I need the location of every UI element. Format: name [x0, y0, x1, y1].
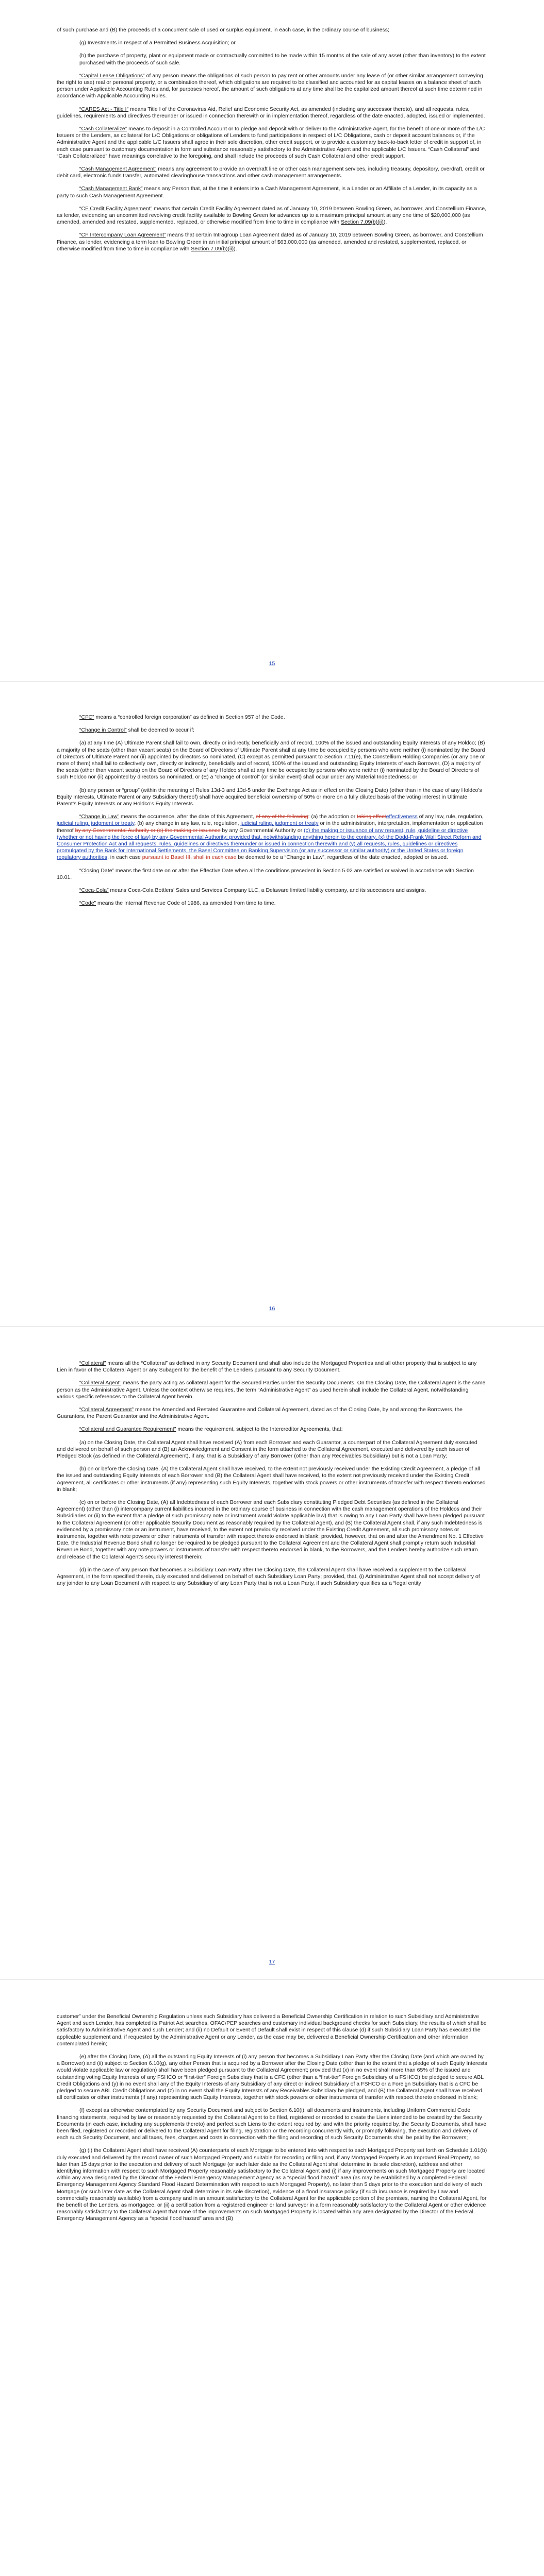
definition-code: [57, 900, 487, 907]
change-in-control-clause-b: (b) any person or “group” (within the meaning of Rules 13d-3 and 13d-5 under the Exchange Act as in effect on the Closing Date) (other than in the case of any Holdco’s Equity Interests, Ultimate Parent or any Subsidiary thereof) shall have acquired beneficial ownership of 50% or more on a fully diluted basis of the voting interest in Ultimate Parent’s Equity Interests or any Holdco’s Equity Interests.: [57, 787, 482, 807]
definition-text: : (a) the adoption or: [308, 814, 357, 820]
deleted-text: pursuant to Basel III, shall in each case: [142, 854, 237, 861]
requirement-clause-d: (d) in the case of any person that becomes a Subsidiary Loan Party after the Closing Date, the Collateral Agent shall have received a supplement to the Collateral Agreement, in the form specified therein, duly executed and delivered on behalf of such Subsidiary Loan Party; provided, that, (i) Administrative Agent shall not accept delivery of any joinder to any Loan Document with respect to any Subsidiary of any Loan Party that is not a Loan Party, if such Subsidiary qualifies as a “legal entity: [57, 1566, 480, 1587]
definition-text: means to deposit in a Controlled Account or to pledge and deposit with or deliver to the Administrative Agent, for the benefit of one or more of the L/C Issuers or the Lenders, as collateral for L/C Obligations or obligations of Lenders to fund participations in respect of L/C Obligations, cash or deposit account balances or, if the Administrative Agent and the applicable L/C Issuers shall agree in their sole discretion, other credit support, or to provide a customary back-to-back letter of credit in support of, in each case pursuant to customary documentation in form and substance reasonably satisfactory to the Administrative Agent and the applicable L/C Issuers. “Cash Collateral” and “Cash Collateralized” have meanings correlative to the foregoing, and shall include the proceeds of such Cash Collateral and other credit support.: [57, 126, 485, 159]
definition-collateral: [57, 1360, 487, 1374]
defined-term: “CF Credit Facility Agreement”: [79, 205, 153, 212]
defined-term: “CFC”: [79, 714, 94, 720]
definition-text: means that certain Intragroup Loan Agreement dated as of January 10, 2019 between Bowling Green, as borrower, and Constellium Finance, as lender, evidencing a term loan to Bowling Green in an initial principal amount of $63,000,000 (as amended, amended and restated, supplemented, replaced, or otherwise modified from time to time in compliance with: [57, 232, 483, 252]
definition-text: be deemed to be a “Change in Law”, regardless of the date enacted, adopted or issued.: [236, 854, 448, 861]
requirement-clause-a: (a) on the Closing Date, the Collateral Agent shall have received (A) from each Borrower and each Guarantor, a counterpart of the Collateral Agreement duly executed and delivered on behalf of such person and (B) an Acknowledgment and Consent in the form attached to the Collateral Agreement, executed and delivered by each issuer of Pledged Stock (as defined in the Collateral Agreement), if any, that is a Subsidiary of any Borrower (other than any Receivables Subsidiary) but is not a Loan Party;: [57, 1439, 477, 1460]
deleted-text: taking effect: [357, 814, 386, 820]
definition-collateral-agent: [57, 1380, 487, 1400]
document-page-17: [0, 1360, 544, 1593]
definition-text: , in each case: [107, 854, 142, 861]
requirement-clause-b: (b) on or before the Closing Date, (A) the Collateral Agent shall have received, to the extent not previously received under the Existing Credit Agreement, a pledge of all the issued and outstanding Equity Interests of each Borrower and (B) the Collateral Agent shall have received, to the extent not previously received under the Existing Credit Agreement, all certificates or other instruments (if any) representing such Equity Interests, together with stock powers or other instruments of transfer with respect thereto endorsed in blank;: [57, 1466, 486, 1493]
inserted-text: judicial ruling, judgment or treaty: [57, 820, 135, 827]
definition-cf-credit-facility: [57, 206, 487, 226]
page-separator: [0, 681, 544, 682]
change-in-control-clause-a: (a) at any time (A) Ultimate Parent shall fail to own, directly or indirectly, beneficially and of record, 100% of the issued and outstanding Equity Interests of any Holdco; (B) a majority of the seats (other than vacant seats) on the Board of Directors of Ultimate Parent shall at any time be occupied by persons who were neither (i) nominated by the Board of Directors of Ultimate Parent nor (ii) appointed by directors so nominated, (C) except as permitted pursuant to Section 7.11(e), the Constellium Holding Companies (or any one or more of them) shall fail to collectively own, directly or indirectly, beneficially and of record, 100% of the issued and outstanding Equity Interests of each Borrower, (D) a majority of the seats (other than vacant seats) on the Board of Directors of any Holdco shall at any time be occupied by persons who were neither (i) nominated by the Board of Directors of such Holdco nor (ii) appointed by directors so nominated, or (E) a “change of control” (or similar event) shall occur under any Material Indebtedness; or: [57, 740, 485, 781]
defined-term: “Closing Date”: [79, 867, 114, 874]
page-separator: [0, 1326, 544, 1327]
defined-term: “Cash Management Agreement”: [79, 166, 157, 173]
definition-text: means all the “Collateral” as defined in any Security Document and shall also include the Mortgaged Properties and all other property that is subject to any Lien in favor of the Collateral Agent or any Subagent for the benefit of the Lenders pursuant to any Security Document.: [57, 1360, 477, 1374]
definition-closing-date: [57, 868, 487, 881]
section-reference-link[interactable]: Section 7.09(b)(ii): [191, 245, 234, 252]
definition-text: means the first date on or after the Effective Date when all the conditions precedent in Section 5.02 are satisfied or waived in accordance with Section 10.01.: [57, 867, 474, 880]
clause-h: (h) the purchase of property, plant or equipment made or contractually committed to be made within 15 months of the sale of any asset (other than inventory) to the extent purchased with the proceeds of such sale.: [79, 53, 486, 66]
definition-text: , (b) any change in any law, rule, regulation,: [134, 820, 241, 827]
defined-term: “Change in Law”: [79, 814, 120, 820]
definition-text: means the party acting as collateral agent for the Secured Parties under the Security Documents. On the Closing Date, the Collateral Agent is the same person as the Administrative Agent. Unless the context otherwise requires, the term “Administrative Agent” as used herein shall include the Collateral Agent, notwithstanding various specific references to the Collateral Agent herein.: [57, 1380, 486, 1400]
definition-text: of any law, rule, regulation,: [417, 814, 484, 820]
definition-text: means Coca-Cola Bottlers’ Sales and Services Company LLC, a Delaware limited liability company, and its successors and assigns.: [108, 887, 426, 894]
defined-term: “Change in Control”: [79, 727, 127, 734]
defined-term: “Collateral and Guarantee Requirement”: [79, 1426, 176, 1433]
page-number[interactable]: 17: [269, 1959, 275, 1965]
definition-collateral-guarantee-requirement: [57, 1426, 487, 1433]
definition-text: shall be deemed to occur if:: [126, 727, 194, 734]
definition-text: means any Person that, at the time it enters into a Cash Management Agreement, is a Lender or an Affiliate of a Lender, in its capacity as a party to such Cash Management Agreement.: [57, 185, 477, 199]
definition-change-in-law: [57, 814, 487, 861]
definition-cash-management-bank: [57, 185, 487, 199]
definition-text: of any person means the obligations of such person to pay rent or other amounts under any lease of (or other similar arrangement conveying the right to use) real or personal property, or a combination thereof, which obligations are required to be classified and accounted for as capital leases on a balance sheet of such person under Applicable Accounting Rules and, for purposes hereof, the amount of such obligations at any time shall be the capitalized amount thereof at such time determined in accordance with Applicable Accounting Rules.: [57, 72, 483, 99]
defined-term: “Collateral”: [79, 1360, 106, 1366]
definition-text: means the Amended and Restated Guarantee and Collateral Agreement, dated as of the Closing Date, by and among the Borrowers, the Guarantors, the Parent Guarantor and the Administrative Agent.: [57, 1406, 463, 1420]
definition-cash-collateralize: [57, 126, 487, 160]
defined-term: “Code”: [79, 900, 96, 907]
definition-text: means the Internal Revenue Code of 1986, as amended from time to time.: [96, 900, 276, 907]
page-body: [57, 1360, 487, 1587]
definition-text: means that certain Credit Facility Agreement dated as of January 10, 2019 between Bowling Green, as borrower, and Constellium Finance, as lender, evidencing an uncommitted revolving credit facility available to Bowling Green for advances up to a maximum principal amount at any one time of $20,000,000 (as amended, amended and restated, supplemented, replaced, or otherwise modified from time to time in compliance with: [57, 205, 487, 226]
definition-cf-intercompany-loan: [57, 232, 487, 252]
defined-term: “Collateral Agent”: [79, 1380, 122, 1386]
deleted-text: by any Governmental Authority or (c) the making or issuance: [75, 827, 221, 834]
definition-text: means a “controlled foreign corporation” as defined in Section 957 of the Code.: [94, 714, 285, 720]
definition-cares-act: [57, 106, 487, 120]
paragraph-continuation: of such purchase and (B) the proceeds of a concurrent sale of used or surplus equipment, in each case, in the ordinary course of business;: [57, 27, 389, 33]
defined-term: “CF Intercompany Loan Agreement”: [79, 232, 166, 239]
definition-text: means Title I of the Coronavirus Aid, Relief and Economic Security Act, as amended (including any successor thereto), and all requests, rules, guidelines, requirements and directives thereunder or issued in connection therewith or in implementation thereof, regardless of the date enacted, adopted, issued or implemented.: [57, 106, 485, 119]
requirement-clause-g: (g) (i) the Collateral Agent shall have received (A) counterparts of each Mortgage to be entered into with respect to each Mortgaged Property set forth on Schedule 1.01(b) duly executed and delivered by the record owner of such Mortgaged Property and suitable for recording or filing and, if any Mortgaged Property is an Improved Real Property, no later than 15 days prior to the execution and delivery of such Mortgage (or such later date as the Collateral Agent shall determine in its sole discretion), address and other identifying information with respect to such Mortgaged Property reasonably satisfactory to the Collateral Agent and (i) if any improvements on such Mortgaged Property are located within any area designated by the Director of the Federal Emergency Management Agency as a “special flood hazard” area (as may be established by a completed Federal Emergency Management Agency Standard Flood Hazard Determination with respect to such Mortgaged Property), no later than 5 days prior to the execution and delivery of such Mortgage (or such later date as the Collateral Agent shall determine in its sole discretion), evidence of a flood insurance policy (if such insurance is required by Law and commercially reasonably available) from a company and in an amount satisfactory to the Collateral Agent for the applicable portion of the premises, naming the Collateral Agent, for the benefit of the Lenders, as mortgagee, or (ii) a certification from a registered engineer or land surveyor in a form reasonably satisfactory to the Collateral Agent or other evidence reasonably satisfactory to the Collateral Agent that none of the improvements on such Mortgaged Property is located within any area designated by the Director of the Federal Emergency Management Agency as a “special flood hazard” area and (B): [57, 2147, 487, 2222]
defined-term: “Coca-Cola”: [79, 887, 109, 894]
inserted-text: effectiveness: [386, 814, 418, 820]
defined-term: “Cash Collateralize”: [79, 126, 127, 132]
definition-coca-cola: [57, 887, 487, 894]
deleted-text: of any of the following: [256, 814, 308, 820]
document-page-15: [0, 27, 544, 259]
requirement-clause-f: (f) except as otherwise contemplated by any Security Document and subject to Section 6.10(i), all documents and instruments, including Uniform Commercial Code financing statements, required by law or reasonably requested by the Collateral Agent to be filed, registered or recorded to create the Liens intended to be created by the Security Documents (in each case, including any supplements thereto) and perfect such Liens to the extent required by, and with the priority required by, the Security Documents, shall have been filed, registered or recorded or delivered to the Collateral Agent for filing, registration or the recording concurrently with, or promptly following, the execution and delivery of each such Security Document, and all taxes, fees, charges and costs in connection with the filing and recording of such Security Documents shall be paid by the Borrowers;: [57, 2107, 487, 2141]
clause-g: (g) Investments in respect of a Permitted Business Acquisition; or: [79, 40, 236, 46]
section-reference-link[interactable]: Section 7.09(b)(ii): [340, 219, 384, 226]
paragraph-continuation: customer” under the Beneficial Ownership Regulation unless such Subsidiary has delivered a Beneficial Ownership Certification in relation to such Subsidiary and Administrative Agent and such Lender, has completed its Patriot Act searches, OFAC/PEP searches and customary individual background checks for such Subsidiary, the results of which shall be satisfactory to Administrative Agent and such Lender; and (ii) no Default or Event of Default shall exist in respect of this clause (d) if such Subsidiary Loan Party has executed the applicable supplement and, if requested by the Administrative Agent or any Lender, as the case may be, delivered a Beneficial Ownership Certification and other information contemplated herein;: [57, 2013, 487, 2047]
inserted-text: (c) the making or issuance of any request, rule, guideline or directive (whether or not having the force of law) by any Governmental Authority; provided that, notwithstanding anything herein to the contrary, (x) the Dodd-Frank Wall Street Reform and Consumer Protection Act and all requests, rules, guidelines or directives thereunder or issued in connection therewith and (y) all requests, rules, guidelines or directives promulgated by the Bank for International Settlements, the Basel Committee on Banking Supervision (or any successor or similar authority) or the United States or foreign regulatory authorities: [57, 827, 482, 861]
requirement-clause-c: (c) on or before the Closing Date, (A) all Indebtedness of each Borrower and each Subsidiary constituting Pledged Debt Securities (as defined in the Collateral Agreement) (other than (i) intercompany current liabilities incurred in the ordinary course of business in connection with the cash management operations of the Holdcos and their Subsidiaries or (ii) to the extent that a pledge of such promissory note or instrument would violate applicable law) that is owing to any Loan Party shall have been pledged pursuant to the Collateral Agreement (or other applicable Security Document as reasonably required by the Collateral Agent), and (B) the Collateral Agent shall, if any such Indebtedness is evidenced by a promissory note or an instrument, have received, to the extent not previously received under the Existing Credit Agreement, all such promissory notes or instruments, together with note powers or other instruments of transfer with respect thereto endorsed in blank; provided, however, that on and after the Amendment No. 1 Effective Date, the Industrial Revenue Bond shall no longer be required to be pledged pursuant to the Collateral Agreement and the Collateral Agent shall promptly return such Industrial Revenue Bond, together with any note powers or instruments of transfer with respect thereto endorsed in blank, to the Borrowers, and the Lenders hereby authorize such return and release of the Collateral Agent’s security interest therein;: [57, 1499, 485, 1560]
document-page-18: [0, 2013, 544, 2229]
definition-text: means any agreement to provide an overdraft line or other cash management services, including treasury, depository, overdraft, credit or debit card, electronic funds transfer, automated clearinghouse transactions and other cash management arrangements.: [57, 166, 485, 179]
definition-collateral-agreement: [57, 1406, 487, 1420]
definition-text: means the occurrence, after the date of this Agreement,: [119, 814, 256, 820]
defined-term: “CARES Act - Title I”: [79, 106, 129, 112]
page-body: [57, 27, 487, 252]
defined-term: “Cash Management Bank”: [79, 185, 143, 192]
definition-cfc: [57, 714, 487, 721]
requirement-clause-e: (e) after the Closing Date, (A) all the outstanding Equity Interests of (i) any person that becomes a Subsidiary Loan Party after the Closing Date (and which are owned by a Borrower) and (ii) subject to Section 6.10(g), any other Person that is acquired by a Borrower after the Closing Date (other than to the extent that a pledge of such Equity Interests would violate applicable law or regulation) shall have been pledged pursuant to the Collateral Agreement; provided that (x) in no event shall more than 65% of the issued and outstanding voting Equity Interests of any FSHCO or “first-tier” Foreign Subsidiary that is a CFC (other than a “first-tier” Foreign Subsidiary of a FSHCO) be pledged to secure ABL Credit Obligations and (y) in no event shall any of the Equity Interests of any Subsidiary of any direct or indirect Subsidiary of a FSHCO or a Foreign Subsidiary that is a CFC be pledged to secure ABL Credit Obligations and (z) in no event shall the Equity Interests of any Receivables Subsidiary be pledged, and (B) the Collateral Agent shall have received all certificates or other instruments (if any) representing such Equity Interests, together with stock powers or other instruments of transfer with respect thereto endorsed in blank;: [57, 2054, 487, 2101]
definition-text: or in the administration, interpretation, implementation or application thereof: [57, 820, 483, 834]
page-separator: [0, 1979, 544, 1980]
definition-cash-management-agreement: [57, 166, 487, 179]
definition-text-end: ).: [383, 219, 387, 226]
definition-text: by any Governmental Authority or: [220, 827, 304, 834]
inserted-text: judicial ruling, judgment or treaty: [240, 820, 319, 827]
definition-text-end: ).: [234, 245, 237, 252]
definition-capital-lease: [57, 73, 487, 100]
page-body: [57, 714, 487, 907]
defined-term: “Capital Lease Obligations”: [79, 72, 145, 79]
defined-term: “Collateral Agreement”: [79, 1406, 134, 1413]
page-number[interactable]: 15: [269, 660, 275, 667]
page-number[interactable]: 16: [269, 1306, 275, 1312]
definition-text: means the requirement, subject to the Intercreditor Agreements, that:: [176, 1426, 343, 1433]
document-page-16: [0, 714, 544, 913]
page-body: [57, 2013, 487, 2223]
definition-change-in-control: [57, 727, 487, 734]
